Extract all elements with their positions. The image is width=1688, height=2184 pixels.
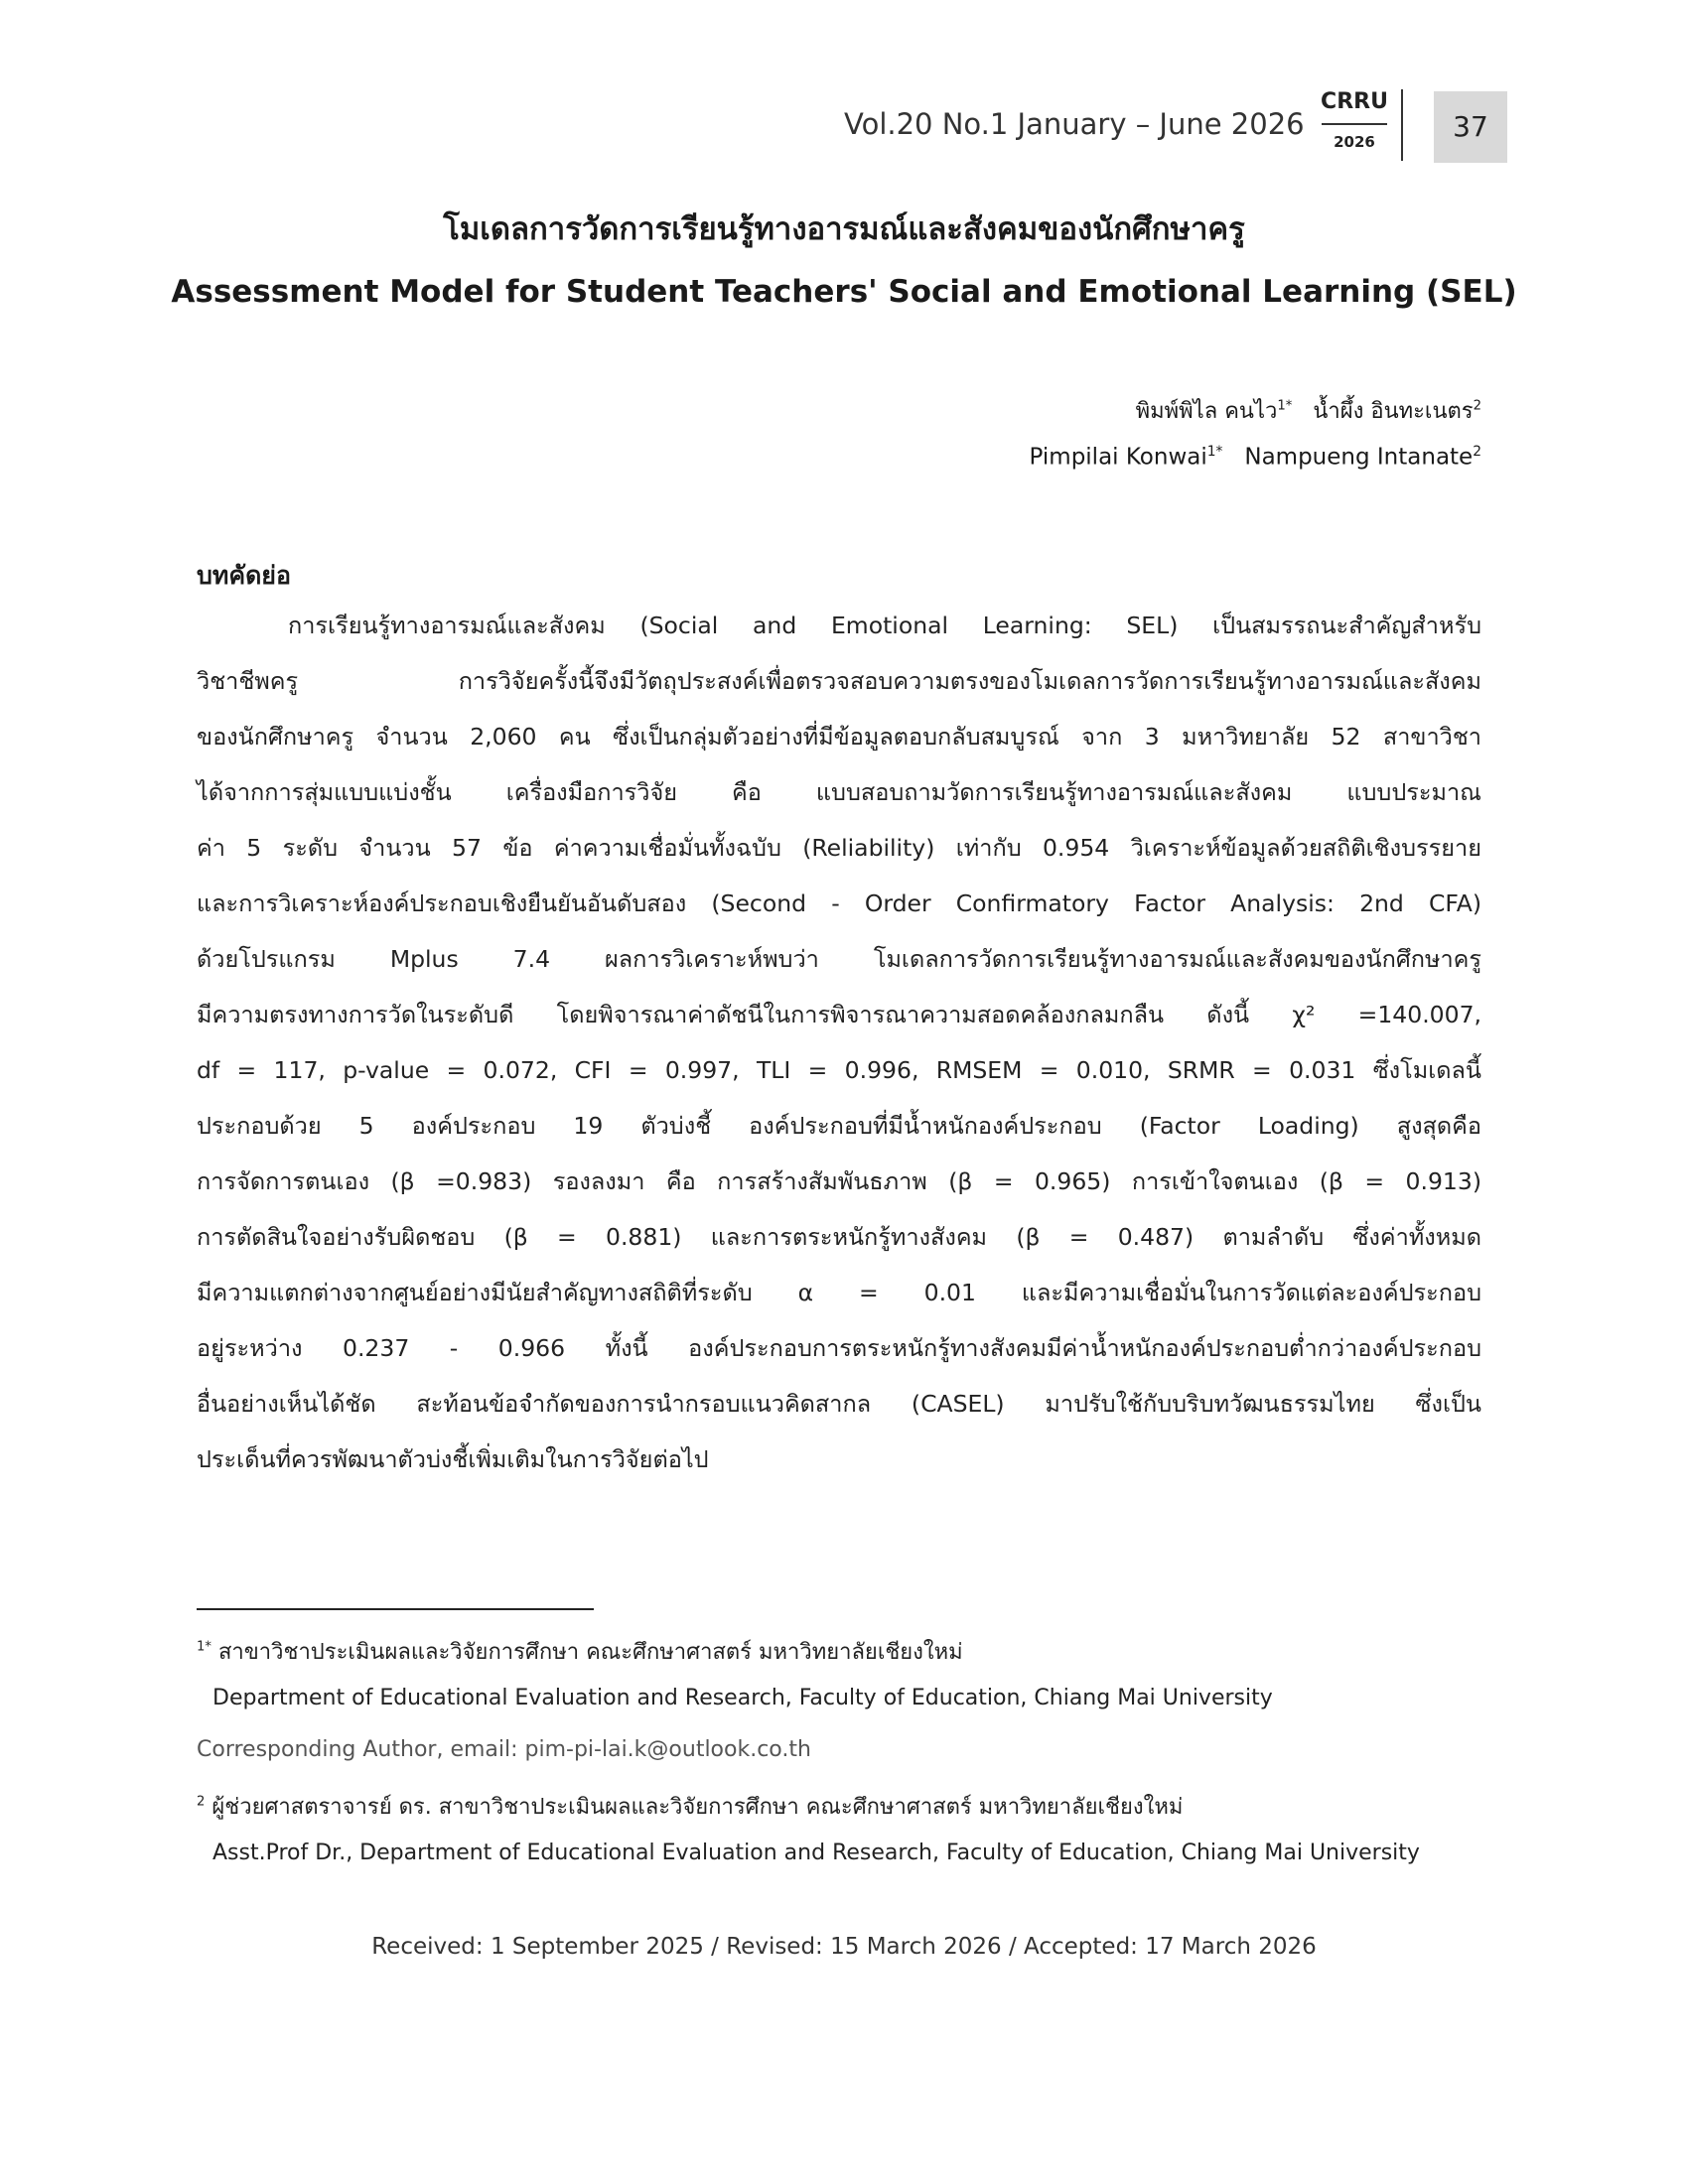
footnote-1-thai [197,1634,963,1669]
author-1-english: Pimpilai Konwai [1029,444,1207,471]
footnote-2-mark: 2 [197,1794,206,1810]
running-head: Vol.20 No.1 January – June 2026 [844,107,1305,141]
abstract-line: มีความตรงทางการวัดในระดับดี โดยพิจารณาค่าดัชนีในการพิจารณาความสอดคล้องกลมกลืน ดังนี้ χ² =140.007, [197,1001,1481,1028]
footnote-2-thai [197,1789,1183,1824]
corresponding-author: Corresponding Author, email: pim-pi-lai.k@outlook.co.th [197,1737,811,1762]
abstract-line: การจัดการตนเอง (β =0.983) รองลงมา คือ การสร้างสัมพันธภาพ (β = 0.965) การเข้าใจตนเอง (β = 0.913) [197,1167,1481,1195]
footnote-2-thai-text: ผู้ช่วยศาสตราจารย์ ดร. สาขาวิชาประเมินผลและวิจัยการศึกษา คณะศึกษาศาสตร์ มหาวิทยาลัยเชียงใหม่ [211,1795,1184,1820]
footnote-1-mark: 1* [197,1639,211,1655]
authors-english [794,444,1481,471]
abstract-line: การตัดสินใจอย่างรับผิดชอบ (β = 0.881) และการตระหนักรู้ทางสังคม (β = 0.487) ตามลำดับ ซึ่งค่าทั้งหมด [197,1223,1481,1251]
journal-logo [1316,89,1393,161]
footnote-2-english: Asst.Prof Dr., Department of Educational Evaluation and Research, Faculty of Education, Chiang Mai University [212,1841,1420,1865]
logo-divider [1322,123,1387,125]
abstract-line: อื่นอย่างเห็นได้ชัด สะท้อนข้อจำกัดของการนำกรอบแนวคิดสากล (CASEL) มาปรับใช้กับบริบทวัฒนธรรมไทย ซึ่งเป็น [197,1390,1481,1418]
logo-title: CRRU [1321,89,1388,114]
footnote-rule [197,1608,594,1610]
author-1-english-mark: 1* [1206,444,1223,460]
author-2-english: Nampueng Intanate [1244,444,1474,471]
abstract-line: การเรียนรู้ทางอารมณ์และสังคม (Social and Emotional Learning: SEL) เป็นสมรรถนะสำคัญสำหรับ [288,612,1481,639]
article-dates: Received: 1 September 2025 / Revised: 15 March 2026 / Accepted: 17 March 2026 [371,1934,1317,1960]
logo-year: 2026 [1334,133,1375,151]
header-divider [1401,89,1403,161]
authors-thai [794,393,1481,428]
abstract-line: ของนักศึกษาครู จำนวน 2,060 คน ซึ่งเป็นกลุ่มตัวอย่างที่มีข้อมูลตอบกลับสมบูรณ์ จาก 3 มหาวิทยาลัย 52 สาขาวิชา [197,723,1481,751]
abstract-line: df = 117, p-value = 0.072, CFI = 0.997, TLI = 0.996, RMSEM = 0.010, SRMR = 0.031 ซึ่งโมเดลนี้ [197,1056,1481,1084]
abstract-heading: บทคัดย่อ [197,561,291,590]
title-english: Assessment Model for Student Teachers' Social and Emotional Learning (SEL) [171,274,1517,310]
abstract-line: มีความแตกต่างจากศูนย์อย่างมีนัยสำคัญทางสถิติที่ระดับ α = 0.01 และมีความเชื่อมั่นในการวัดแต่ละองค์ประกอบ [197,1279,1481,1306]
abstract-line: ประเด็นที่ควรพัฒนาตัวบ่งชี้เพิ่มเติมในการวิจัยต่อไป [197,1445,709,1473]
abstract-line: วิชาชีพครู การวิจัยครั้งนี้จึงมีวัตถุประสงค์เพื่อตรวจสอบความตรงของโมเดลการวัดการเรียนรู้ทางอารมณ์และสังคม [197,667,1481,695]
page-number: 37 [1434,91,1507,163]
abstract-line: ได้จากการสุ่มแบบแบ่งชั้น เครื่องมือการวิจัย คือ แบบสอบถามวัดการเรียนรู้ทางอารมณ์และสังคม แบบประมาณ [197,778,1481,806]
author-1-thai: พิมพ์พิไล คนไว [1135,399,1278,424]
author-1-thai-mark: 1* [1277,398,1293,414]
abstract-line: และการวิเคราะห์องค์ประกอบเชิงยืนยันอันดับสอง (Second - Order Confirmatory Factor Analysis: 2nd CFA) [197,889,1481,917]
abstract-line: ด้วยโปรแกรม Mplus 7.4 ผลการวิเคราะห์พบว่า โมเดลการวัดการเรียนรู้ทางอารมณ์และสังคมของนักศึกษาครู [197,945,1481,973]
author-2-thai: น้ำผึ้ง อินทะเนตร [1313,399,1474,424]
author-2-english-mark: 2 [1473,444,1481,460]
abstract-line: อยู่ระหว่าง 0.237 - 0.966 ทั้งนี้ องค์ประกอบการตระหนักรู้ทางสังคมมีค่าน้ำหนักองค์ประกอบต่ำกว่าองค์ประกอบ [197,1334,1481,1362]
abstract-line: ประกอบด้วย 5 องค์ประกอบ 19 ตัวบ่งชี้ องค์ประกอบที่มีน้ำหนักองค์ประกอบ (Factor Loading) สูงสุดคือ [197,1112,1481,1140]
footnote-1-thai-text: สาขาวิชาประเมินผลและวิจัยการศึกษา คณะศึกษาศาสตร์ มหาวิทยาลัยเชียงใหม่ [217,1640,963,1665]
title-thai: โมเดลการวัดการเรียนรู้ทางอารมณ์และสังคมของนักศึกษาครู [443,211,1245,247]
abstract-line: ค่า 5 ระดับ จำนวน 57 ข้อ ค่าความเชื่อมั่นทั้งฉบับ (Reliability) เท่ากับ 0.954 วิเคราะห์ข้อมูลด้วยสถิติเชิงบรรยาย [197,834,1481,862]
author-2-thai-mark: 2 [1473,398,1481,414]
footnote-1-english: Department of Educational Evaluation and Research, Faculty of Education, Chiang Mai University [212,1686,1273,1710]
